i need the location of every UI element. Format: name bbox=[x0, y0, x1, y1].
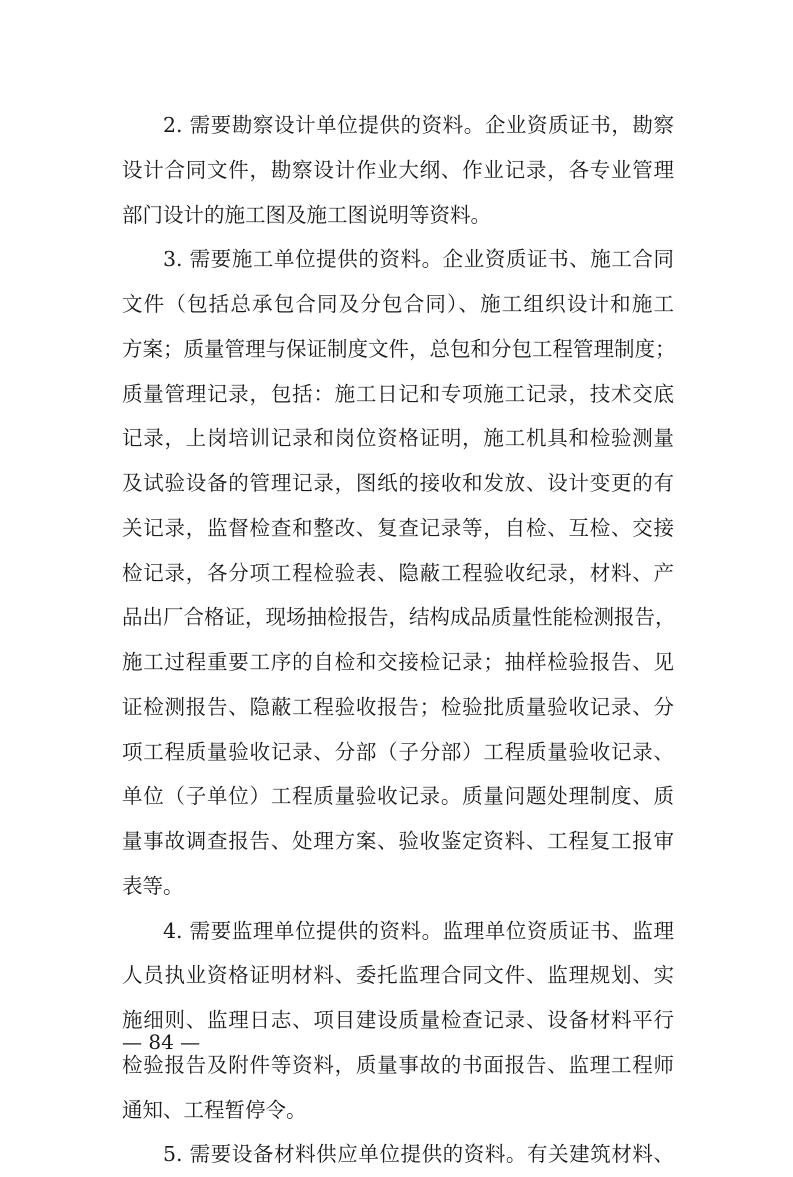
paragraph-3-line-14: 量事故调查报告、处理方案、验收鉴定资料、工程复工报审 bbox=[122, 829, 674, 853]
paragraph-3-line-8: 检记录，各分项工程检验表、隐蔽工程验收纪录，材料、产 bbox=[122, 560, 674, 585]
paragraph-3-line-13: 单位（子单位）工程质量验收记录。质量问题处理制度、质 bbox=[122, 784, 674, 809]
paragraph-3-line-1: 3. 需要施工单位提供的资料。企业资质证书、施工合同 bbox=[163, 247, 674, 272]
paragraph-3-line-10: 施工过程重要工序的自检和交接检记录；抽样检验报告、见 bbox=[122, 650, 674, 674]
paragraph-2-line-1: 2. 需要勘察设计单位提供的资料。企业资质证书，勘察 bbox=[163, 113, 674, 137]
paragraph-4-line-5: 通知、工程暂停令。 bbox=[122, 1097, 307, 1122]
paragraph-4-line-3: 施细则、监理日志、项目建设质量检查记录、设备材料平行 bbox=[122, 1008, 674, 1032]
paragraph-4-line-2: 人员执业资格证明材料、委托监理合同文件、监理规划、实 bbox=[122, 963, 674, 988]
paragraph-3-line-6: 及试验设备的管理记录，图纸的接收和发放、设计变更的有 bbox=[122, 471, 674, 495]
page-number: — 84 — bbox=[122, 1030, 201, 1054]
paragraph-4-line-4: 检验报告及附件等资料，质量事故的书面报告、监理工程师 bbox=[122, 1052, 674, 1077]
paragraph-3-line-4: 质量管理记录，包括：施工日记和专项施工记录，技术交底 bbox=[122, 381, 674, 406]
paragraph-2-line-3: 部门设计的施工图及施工图说明等资料。 bbox=[122, 202, 491, 227]
paragraph-3-line-9: 品出厂合格证，现场抽检报告，结构成品质量性能检测报告， bbox=[122, 605, 676, 630]
paragraph-3-line-12: 项工程质量验收记录、分部（子分部）工程质量验收记录、 bbox=[122, 739, 674, 764]
paragraph-3-line-5: 记录，上岗培训记录和岗位资格证明，施工机具和检验测量 bbox=[122, 426, 674, 451]
paragraph-3-line-2: 文件（包括总承包合同及分包合同）、施工组织设计和施工 bbox=[122, 292, 674, 316]
paragraph-3-line-3: 方案；质量管理与保证制度文件，总包和分包工程管理制度； bbox=[122, 336, 676, 361]
paragraph-3-line-15: 表等。 bbox=[122, 873, 184, 898]
paragraph-4-line-1: 4. 需要监理单位提供的资料。监理单位资质证书、监理 bbox=[163, 918, 674, 943]
paragraph-3-line-11: 证检测报告、隐蔽工程验收报告；检验批质量验收记录、分 bbox=[122, 694, 674, 719]
paragraph-5-line-1: 5. 需要设备材料供应单位提供的资料。有关建筑材料、 bbox=[163, 1142, 674, 1167]
body-text bbox=[122, 103, 674, 1177]
paragraph-2-line-2: 设计合同文件，勘察设计作业大纲、作业记录，各专业管理 bbox=[122, 157, 674, 182]
paragraph-3-line-7: 关记录，监督检查和整改、复查记录等，自检、互检、交接 bbox=[122, 515, 674, 540]
